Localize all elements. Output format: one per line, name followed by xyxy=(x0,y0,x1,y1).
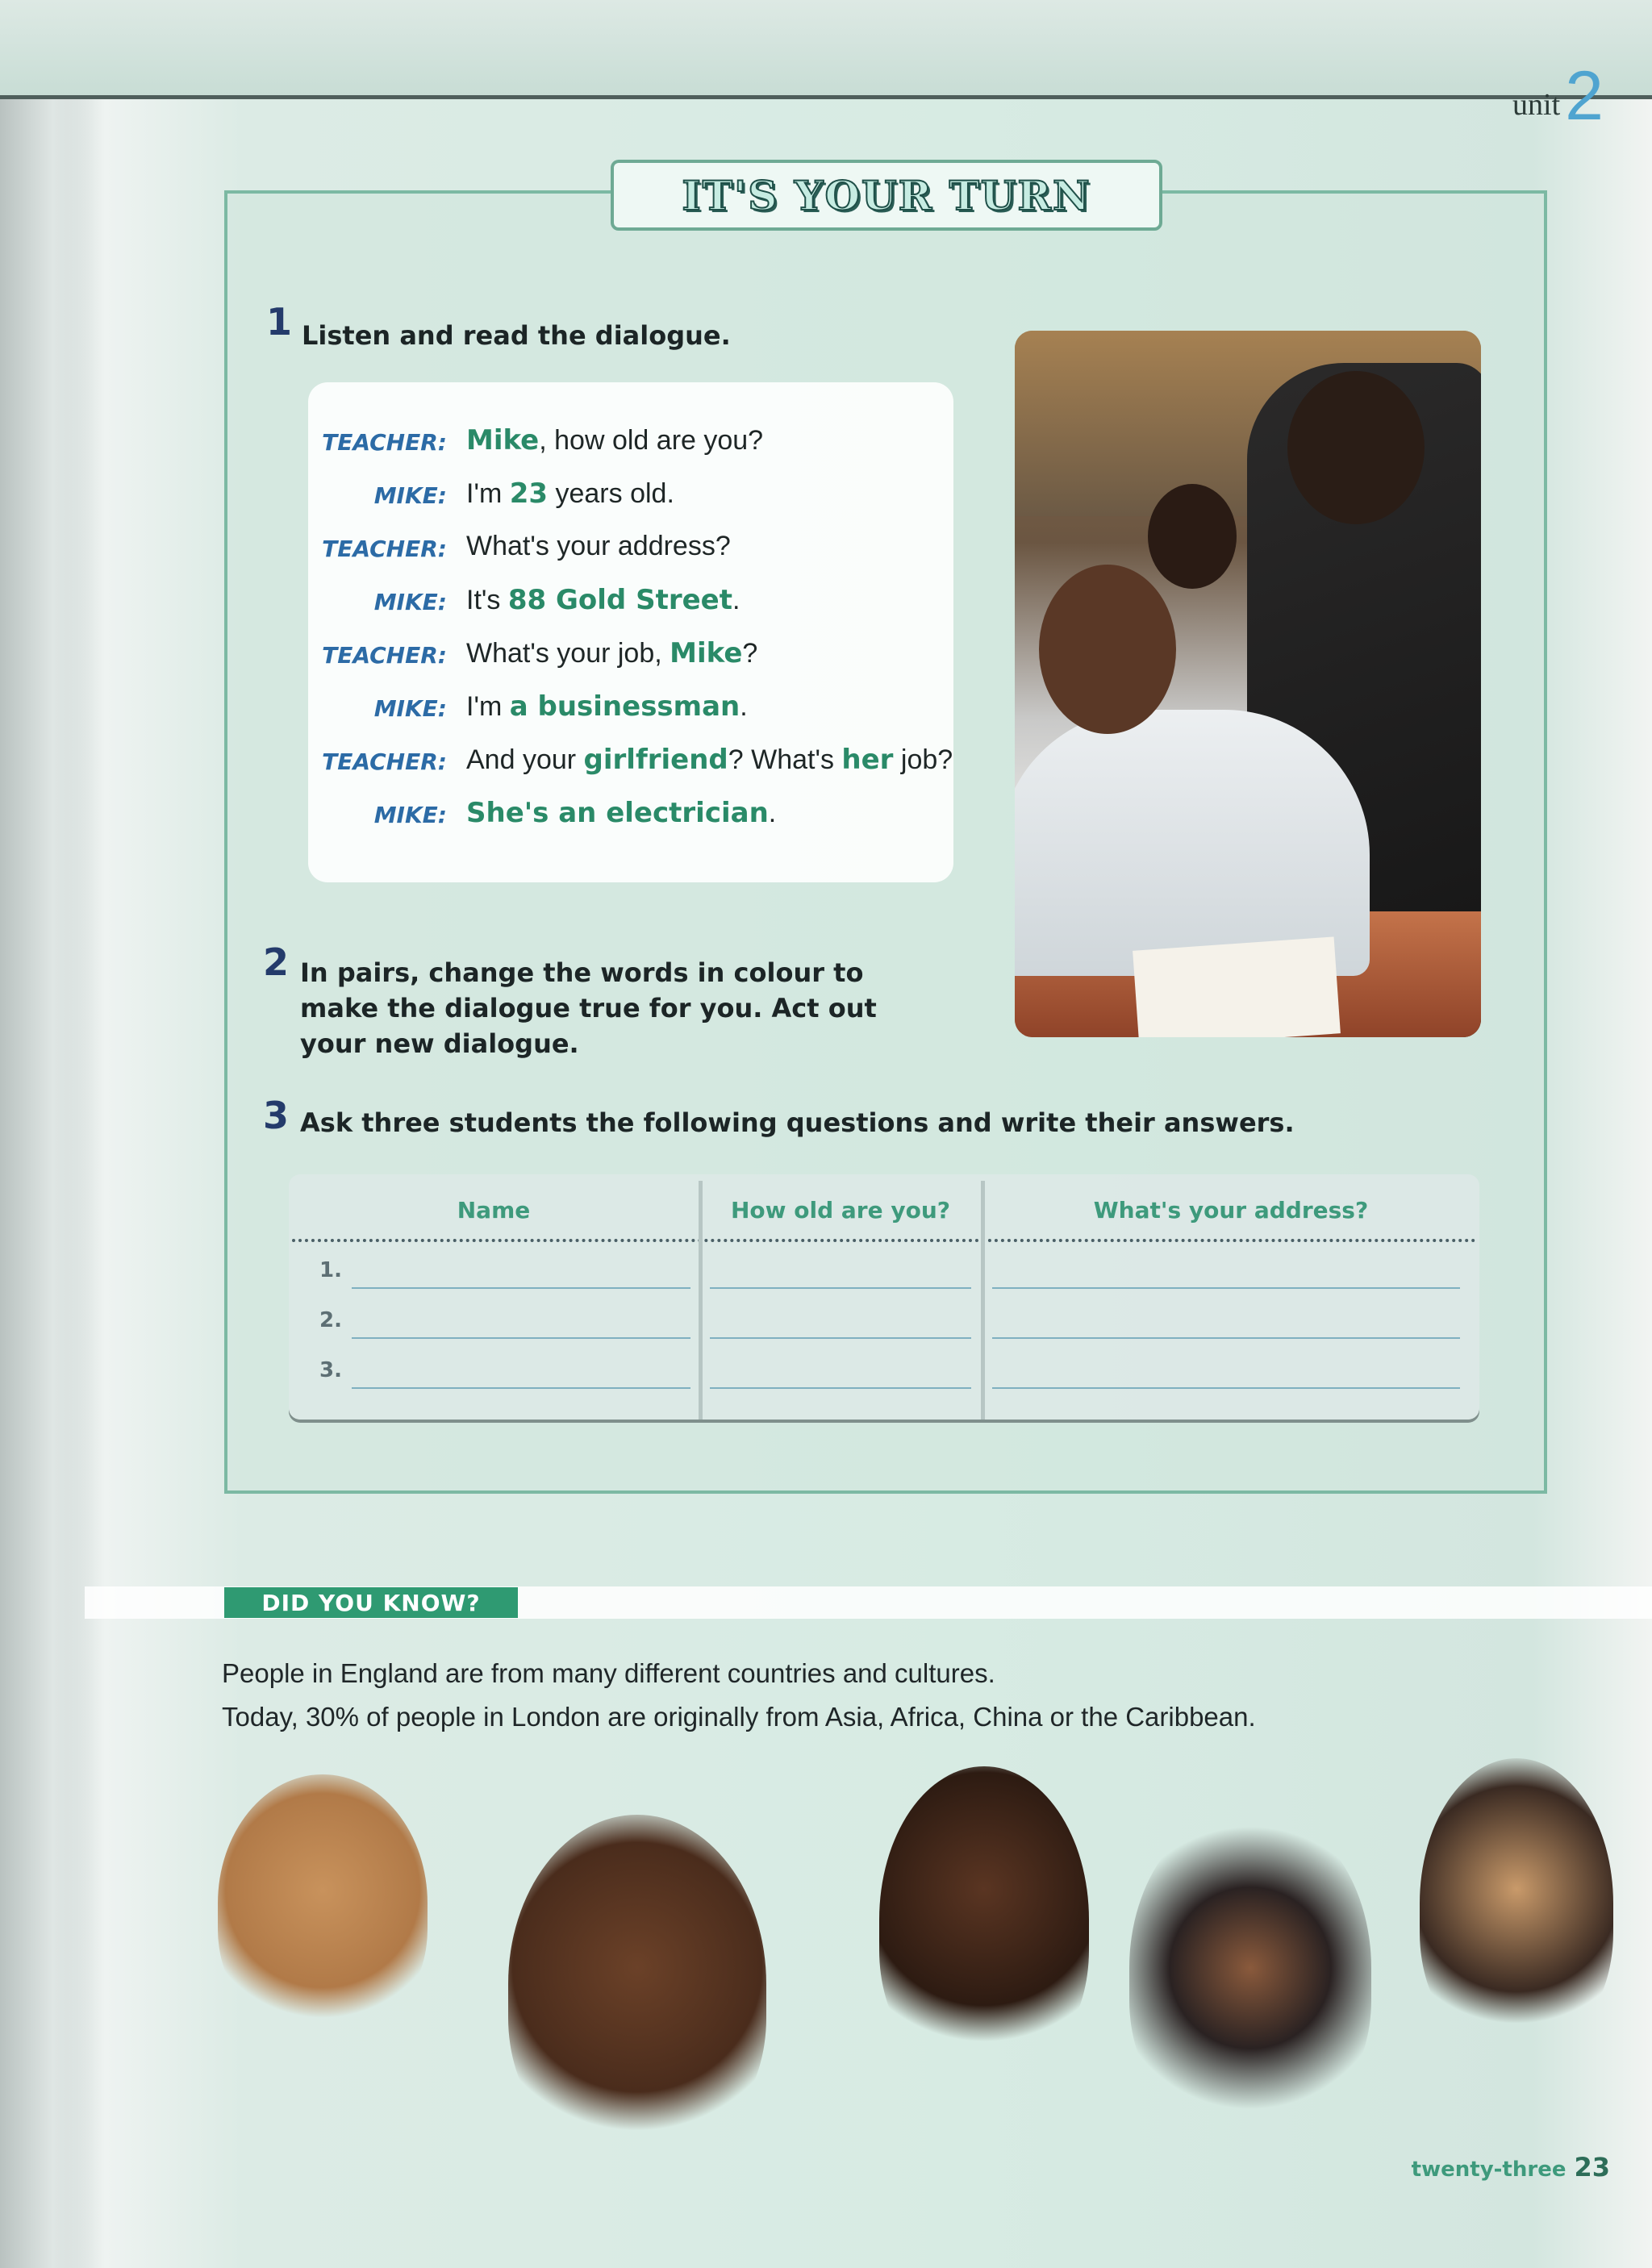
dialogue-text: I'm xyxy=(466,478,510,509)
dialogue-text: What's your job, xyxy=(466,638,670,669)
column-header-name: Name xyxy=(457,1197,531,1224)
dialogue-utterance xyxy=(466,531,731,562)
dialogue-utterance xyxy=(466,477,674,510)
dialogue-text: . xyxy=(768,798,777,828)
column-separator xyxy=(699,1181,703,1420)
highlighted-word: Mike xyxy=(670,637,743,669)
dialogue-speaker: MIKE: xyxy=(373,589,447,615)
dialogue-line xyxy=(308,526,953,571)
dialogue-line xyxy=(308,792,953,837)
exercise-1-instruction: Listen and read the dialogue. xyxy=(302,320,731,351)
column-header-age: How old are you? xyxy=(730,1197,950,1224)
unit-word: unit xyxy=(1512,88,1561,122)
answer-line[interactable] xyxy=(352,1287,690,1289)
answers-table xyxy=(289,1174,1479,1420)
answer-line[interactable] xyxy=(992,1287,1460,1289)
highlighted-word: 23 xyxy=(509,477,549,510)
highlighted-word: girlfriend xyxy=(583,744,728,776)
highlighted-word: Mike xyxy=(466,424,540,457)
answer-line[interactable] xyxy=(992,1337,1460,1339)
dialogue-utterance xyxy=(466,424,763,457)
dialogue-text: ? What's xyxy=(728,744,842,775)
dialogue-speaker: TEACHER: xyxy=(322,748,447,775)
people-photos xyxy=(186,1742,1621,2194)
portrait xyxy=(218,1774,428,2032)
section-title: IT'S YOUR TURN xyxy=(682,171,1091,219)
answer-line[interactable] xyxy=(710,1387,971,1389)
highlighted-word: She's an electrician xyxy=(466,797,769,829)
dialogue-text: job? xyxy=(893,744,953,775)
dialogue-speaker: TEACHER: xyxy=(322,642,447,669)
page-number: 23 xyxy=(1574,2152,1610,2183)
page-number-words: twenty-three xyxy=(1411,2158,1566,2182)
dialogue-utterance xyxy=(466,690,748,723)
header-divider xyxy=(292,1239,1476,1242)
portrait xyxy=(508,1815,766,2153)
dialogue-utterance xyxy=(466,744,953,776)
dialogue-speaker: TEACHER: xyxy=(322,536,447,562)
exercise-2-number: 2 xyxy=(263,940,290,984)
exercise-2-line: your new dialogue. xyxy=(300,1028,579,1059)
dialogue-speaker: MIKE: xyxy=(373,482,447,509)
exercise-2-instruction xyxy=(300,955,877,1061)
exercise-3-instruction: Ask three students the following questions and write their answers. xyxy=(300,1107,1295,1138)
highlighted-word: 88 Gold Street xyxy=(507,584,732,616)
highlighted-word: her xyxy=(841,744,894,776)
dialogue-line xyxy=(308,686,953,731)
highlighted-word: a businessman xyxy=(509,690,740,723)
exercise-2-line: make the dialogue true for you. Act out xyxy=(300,993,877,1024)
row-label: 1. xyxy=(319,1258,342,1282)
answer-line[interactable] xyxy=(710,1287,971,1289)
dialogue-text: , how old are you? xyxy=(539,425,764,456)
dialogue-speaker: MIKE: xyxy=(373,802,447,828)
page-footer xyxy=(1412,2152,1610,2183)
dialogue-text: What's your address? xyxy=(466,531,731,561)
dialogue-text: It's xyxy=(466,585,508,615)
dialogue-text: I'm xyxy=(466,691,510,722)
unit-number: 2 xyxy=(1565,57,1604,135)
dialogue-text: ? xyxy=(742,638,758,669)
dialogue-utterance xyxy=(466,637,757,669)
exercise-2-line: In pairs, change the words in colour to xyxy=(300,957,864,988)
portrait xyxy=(1129,1807,1371,2129)
classroom-photo xyxy=(1015,331,1481,1037)
dialogue-text: . xyxy=(740,691,748,722)
answer-line[interactable] xyxy=(352,1337,690,1339)
exercise-3-number: 3 xyxy=(263,1094,290,1137)
dialogue-speaker: MIKE: xyxy=(373,695,447,722)
exercise-1-number: 1 xyxy=(266,300,293,344)
top-band xyxy=(0,0,1652,99)
did-you-know-tag: DID YOU KNOW? xyxy=(224,1587,518,1618)
page-spine-shadow xyxy=(0,0,97,2268)
dialogue-utterance xyxy=(466,797,776,829)
dialogue-line xyxy=(308,632,953,677)
dialogue-text: . xyxy=(732,585,740,615)
dialogue-utterance xyxy=(466,584,740,616)
dialogue-speaker: TEACHER: xyxy=(322,429,447,456)
answer-line[interactable] xyxy=(352,1387,690,1389)
row-label: 2. xyxy=(319,1308,342,1332)
column-header-address: What's your address? xyxy=(1093,1197,1369,1224)
unit-label xyxy=(1512,56,1604,136)
did-you-know-line: People in England are from many different countries and cultures. xyxy=(222,1658,995,1688)
portrait xyxy=(879,1766,1089,2073)
portrait xyxy=(1420,1758,1613,2049)
row-label: 3. xyxy=(319,1358,342,1382)
answer-line[interactable] xyxy=(710,1337,971,1339)
column-separator xyxy=(981,1181,985,1420)
dialogue-text: And your xyxy=(466,744,584,775)
dialogue-line xyxy=(308,473,953,518)
section-title-plate xyxy=(611,160,1162,231)
dialogue-line xyxy=(308,579,953,624)
dialogue-line xyxy=(308,419,953,465)
answer-line[interactable] xyxy=(992,1387,1460,1389)
did-you-know-line: Today, 30% of people in London are originally from Asia, Africa, China or the Caribbean. xyxy=(222,1702,1256,1732)
dialogue-text: years old. xyxy=(548,478,674,509)
dialogue-line xyxy=(308,739,953,784)
